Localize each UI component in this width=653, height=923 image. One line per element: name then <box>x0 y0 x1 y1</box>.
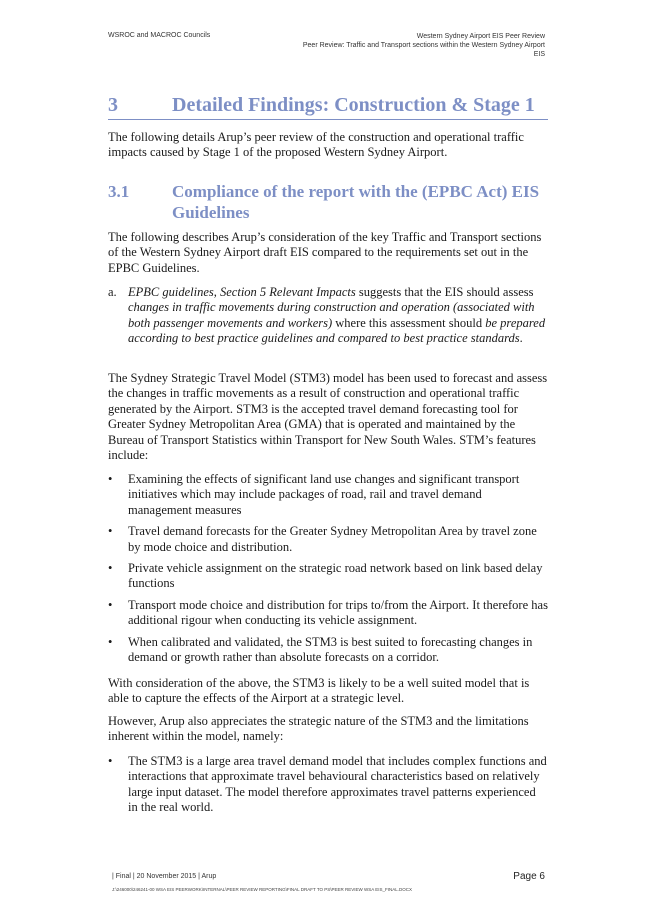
footer-left: | Final | 20 November 2015 | Arup <box>112 873 217 880</box>
item-a-italic-2: be prepared according to best practice guidelines and compared to best practice standards <box>128 315 546 346</box>
item-a-italic-1: changes in traffic movements during construction and operation (associated with both passenger movements and workers) <box>128 300 535 330</box>
section-intro: The following details Arup’s peer review of the construction and operational traffic impacts caused by Stage 1 of the proposed Western Sydney Airport. <box>108 130 524 160</box>
item-a-ref-sep: , <box>213 285 220 299</box>
header-right-line-1: Western Sydney Airport EIS Peer Review <box>416 33 545 40</box>
however-paragraph: However, Arup also appreciates the strategic nature of the STM3 and the limitations inherent within the model, namely: <box>108 714 529 744</box>
subsection-heading <box>108 181 548 223</box>
section-number: 3 <box>108 94 118 116</box>
item-a-ref <box>128 285 356 299</box>
stm3-paragraph: The Sydney Strategic Travel Model (STM3) model has been used to forecast and assess the changes in traffic movements as a result of construction and operational traffic generated by the Airport. STM3 is the accepted travel demand forecasting tool for Greater Sydney Metropolitan Area (GMA) that is operated and maintained by the Bureau of Transport Statistics within Transport for New South Wales. STM’s features include: <box>108 371 548 463</box>
feature-item <box>108 598 548 629</box>
limitation-text: The STM3 is a large area travel demand model that includes complex functions and interactions that approximate travel behavioural characteristics based on relatively large input dataset. The model therefore approximates travel patterns experienced in the real world. <box>128 754 547 815</box>
item-a-text-3: . <box>519 331 523 346</box>
item-a-ref-guidelines: EPBC guidelines <box>128 285 214 299</box>
bullet-marker: • <box>108 754 113 768</box>
feature-item <box>108 524 548 555</box>
page-number: Page 6 <box>513 871 545 882</box>
consideration-paragraph: With consideration of the above, the STM3 is likely to be a well suited model that is able to capture the effects of the Airport at a strategic level. <box>108 676 530 706</box>
feature-text: When calibrated and validated, the STM3 is best suited to forecasting changes in demand or growth rather than absolute forecasts on a corridor. <box>128 634 533 665</box>
header-right-line-2: Peer Review: Traffic and Transport sections within the Western Sydney Airport <box>302 42 545 49</box>
subsection-title: Compliance of the report with the (EPBC Act) EIS Guidelines <box>172 182 540 222</box>
bullet-marker: • <box>108 597 113 612</box>
limitation-item <box>108 754 548 816</box>
bullet-marker: • <box>108 634 113 649</box>
feature-item <box>108 635 548 666</box>
bullet-marker: • <box>108 524 113 539</box>
item-a-block <box>108 285 548 347</box>
header-left: WSROC and MACROC Councils <box>108 32 211 39</box>
limitations-list <box>108 754 548 822</box>
item-a-ref-section: Section 5 Relevant Impacts <box>220 285 356 299</box>
header-right <box>225 32 545 59</box>
feature-text: Private vehicle assignment on the strategic road network based on link based delay functions <box>128 561 543 591</box>
item-a-text-1: suggests that the EIS should assess <box>355 285 534 299</box>
list-item-a <box>108 285 548 347</box>
bullet-marker: • <box>108 561 113 576</box>
subsection-number: 3.1 <box>108 182 130 201</box>
bullet-marker: • <box>108 472 113 486</box>
feature-item <box>108 472 548 518</box>
header-right-line-3: EIS <box>533 51 545 58</box>
however-paragraph-block <box>108 714 548 745</box>
feature-text: Travel demand forecasts for the Greater Sydney Metropolitan Area by travel zone by mode choice and distribution. <box>128 524 537 554</box>
subsection-intro-block <box>108 230 548 276</box>
section-intro-block <box>108 130 548 161</box>
item-a-text-2: where this assessment should <box>332 315 486 330</box>
feature-text: Transport mode choice and distribution for trips to/from the Airport. It therefore has additional rigour when conducting its vehicle assignment. <box>128 597 548 628</box>
footer-file-path: J:\246000\246241-00 WSA EIS PEERWORK\INTERNAL\PEER REVIEW REPORTING\FINAL DRAFT TO PS\PEER REVIEW WSA EIS_FINAL.DOCX <box>112 887 413 892</box>
features-list <box>108 472 548 671</box>
stm3-paragraph-block <box>108 371 548 463</box>
feature-item <box>108 561 548 592</box>
feature-text: Examining the effects of significant land use changes and significant transport initiatives which may include packages of road, rail and travel demand management measures <box>128 472 520 517</box>
consideration-paragraph-block <box>108 676 548 707</box>
section-heading <box>108 94 548 120</box>
subsection-intro: The following describes Arup’s consideration of the key Traffic and Transport sections of the Western Sydney Airport draft EIS compared to the requirements set out in the EPBC Guidelines. <box>108 230 542 275</box>
list-marker-a: a. <box>108 285 117 299</box>
section-title: Detailed Findings: Construction & Stage 1 <box>172 94 535 116</box>
